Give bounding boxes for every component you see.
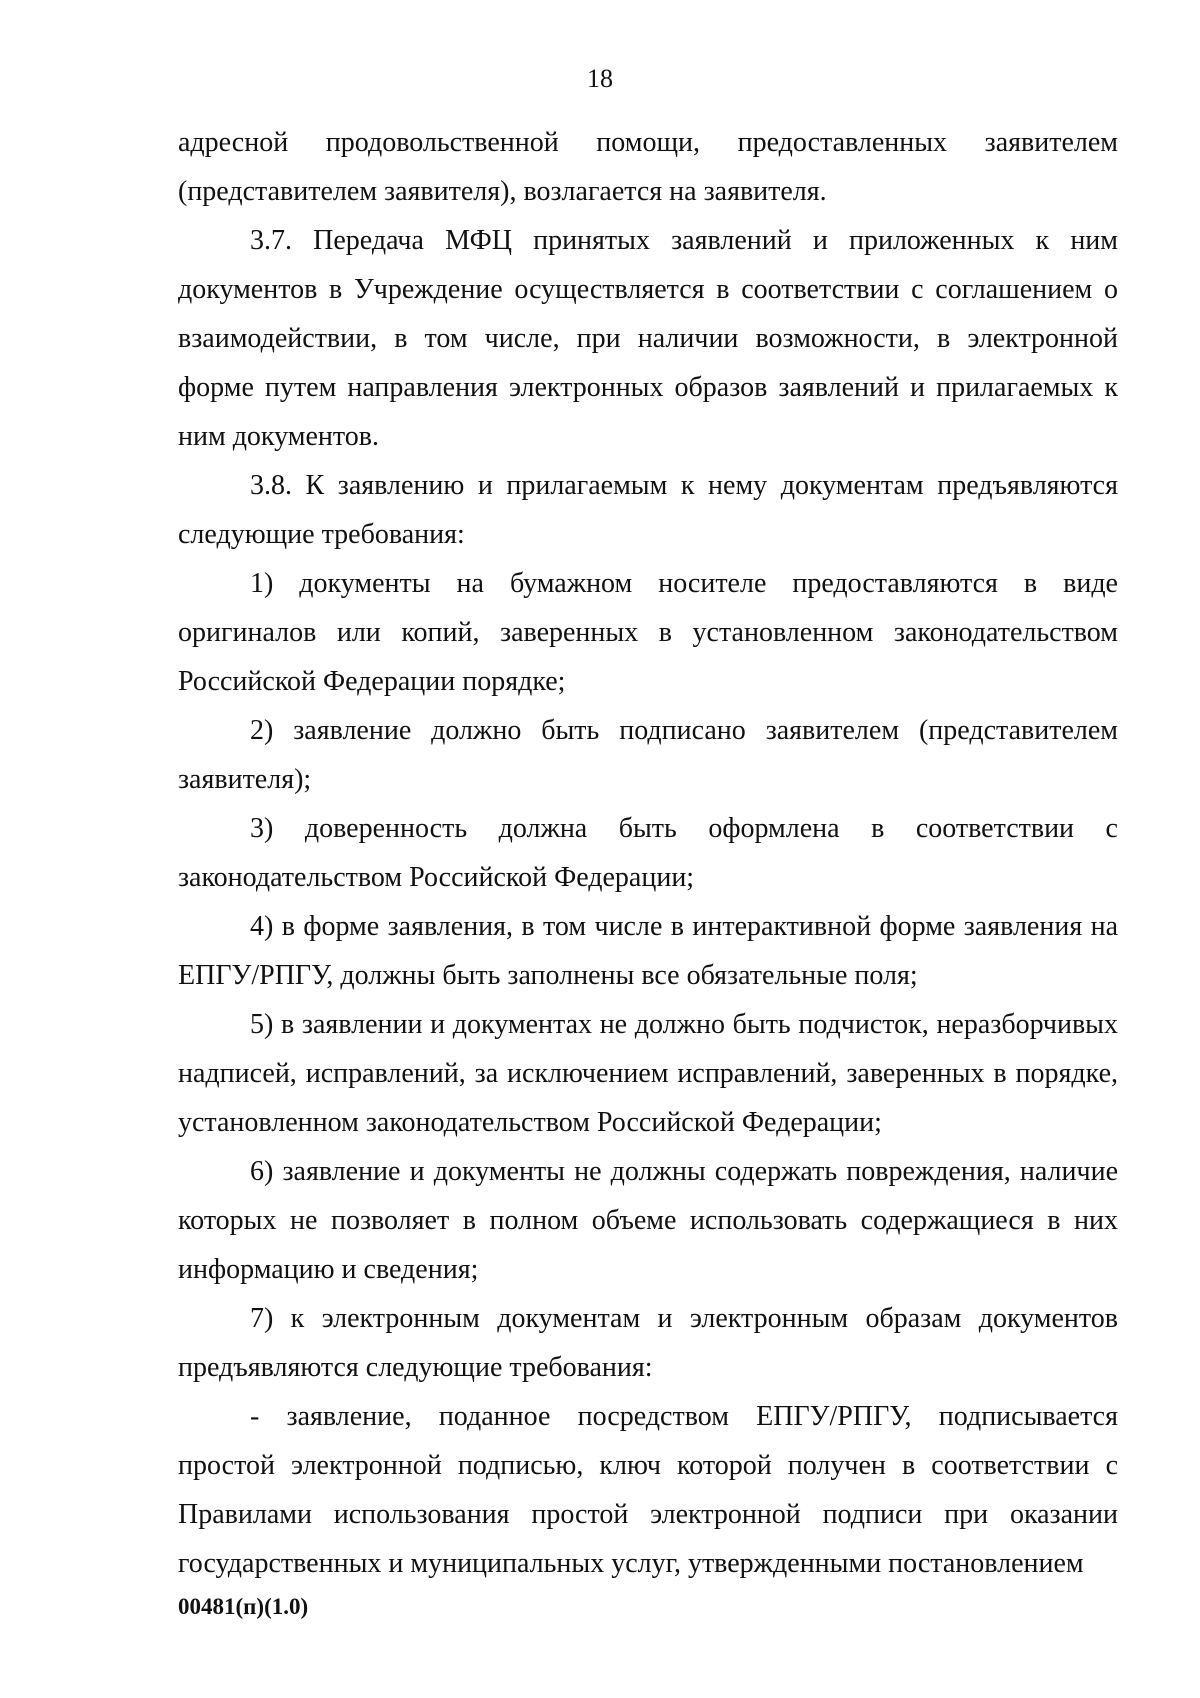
page-number: 18 (587, 64, 613, 93)
paragraph-3-8: 3.8. К заявлению и прилагаемым к нему документам предъявляются следующие требования: (178, 470, 1118, 550)
list-item-6: 6) заявление и документы не должны содержать повреждения, наличие которых не позволяет в полном объеме использовать содержащиеся в них информацию и сведения; (178, 1156, 1118, 1285)
list-item-7: 7) к электронным документам и электронным образам документов предъявляются следующие требования: (178, 1303, 1118, 1383)
paragraph-3-7: 3.7. Передача МФЦ принятых заявлений и приложенных к ним документов в Учреждение осуществляется в соответствии с соглашением о взаимодействии, в том числе, при наличии возможности, в электронной форме путем направления электронных образов заявлений и прилагаемых к ним документов. (178, 225, 1118, 452)
list-item-3: 3) доверенность должна быть оформлена в соответствии с законодательством Российской Федерации; (178, 813, 1118, 893)
list-item-1: 1) документы на бумажном носителе предоставляются в виде оригиналов или копий, заверенных в установленном законодательством Российской Федерации порядке; (178, 568, 1118, 697)
paragraph-continuation: адресной продовольственной помощи, предоставленных заявителем (представителем заявителя), возлагается на заявителя. (178, 127, 1118, 207)
sub-item-dash: - заявление, поданное посредством ЕПГУ/РПГУ, подписывается простой электронной подписью, ключ которой получен в соответствии с Правилами использования простой электронной подписи при оказании государственных и муниципальных услуг, утвержденными постановлением (178, 1401, 1118, 1579)
document-code: 00481(п)(1.0) (178, 1594, 309, 1619)
list-item-5: 5) в заявлении и документах не должно быть подчисток, неразборчивых надписей, исправлений, за исключением исправлений, заверенных в порядке, установленном законодательством Российской Федерации; (178, 1009, 1118, 1138)
document-body (178, 118, 1118, 1588)
list-item-2: 2) заявление должно быть подписано заявителем (представителем заявителя); (178, 715, 1118, 795)
list-item-4: 4) в форме заявления, в том числе в интерактивной форме заявления на ЕПГУ/РПГУ, должны быть заполнены все обязательные поля; (178, 911, 1118, 991)
